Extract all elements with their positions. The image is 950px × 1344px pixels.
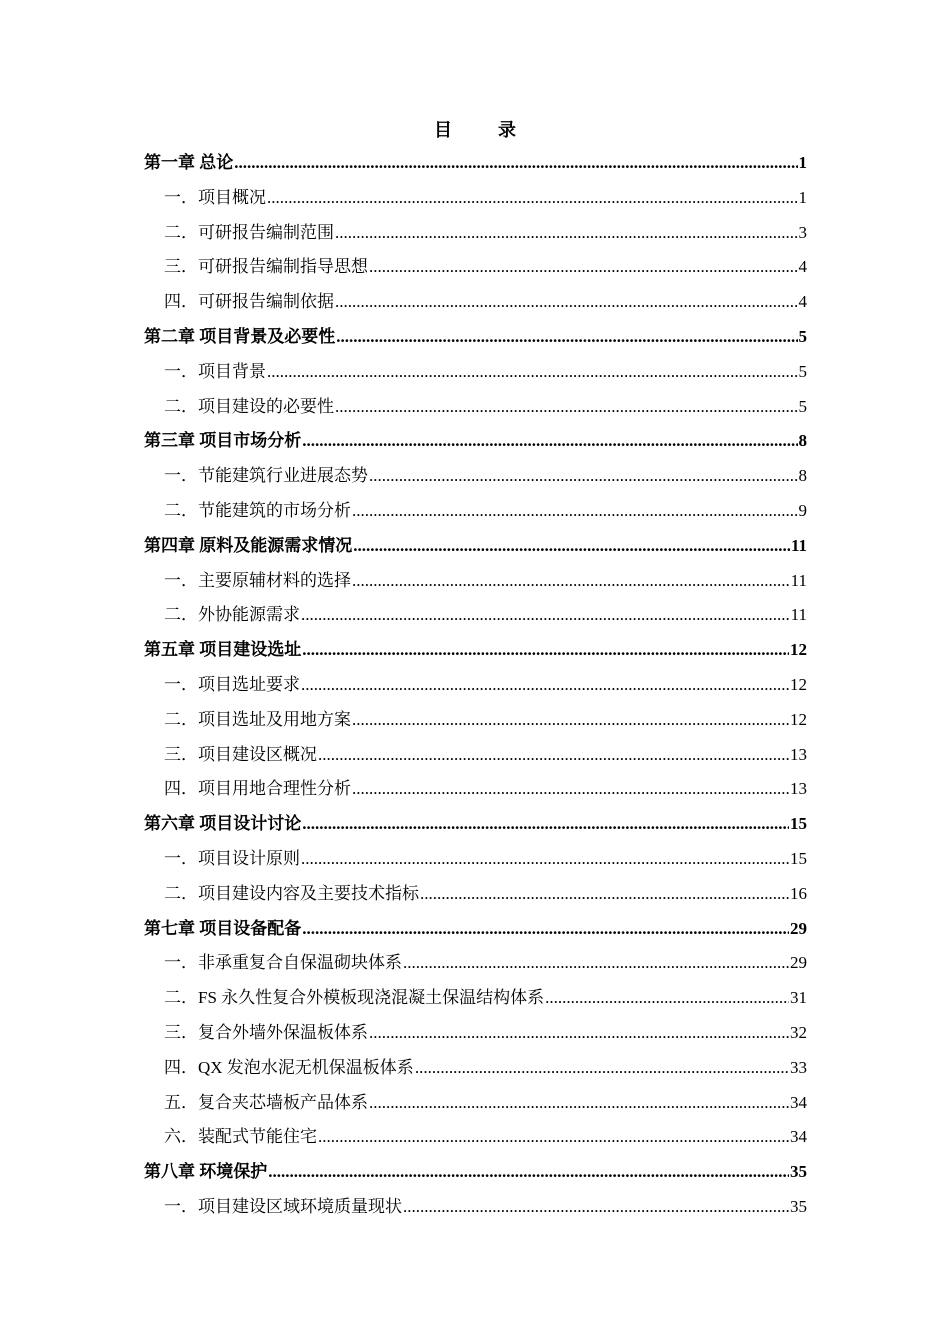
toc-section-entry[interactable] bbox=[144, 1120, 807, 1155]
toc-page-number: 4 bbox=[798, 257, 807, 277]
toc-section-entry[interactable] bbox=[144, 877, 807, 912]
toc-dot-leader bbox=[352, 494, 798, 529]
toc-section-entry[interactable] bbox=[144, 390, 807, 425]
toc-dot-leader bbox=[352, 564, 790, 599]
toc-dot-leader bbox=[268, 1155, 789, 1190]
toc-entry-label: 一．项目背景 bbox=[164, 361, 266, 381]
toc-section-entry[interactable] bbox=[144, 598, 807, 633]
toc-entry-label: 第五章 项目建设选址 bbox=[144, 640, 302, 660]
toc-entry-label: 第一章 总论 bbox=[144, 153, 234, 172]
toc-entry-label: 一．非承重复合自保温砌块体系 bbox=[164, 953, 402, 973]
toc-section-entry[interactable] bbox=[144, 459, 807, 494]
toc-dot-leader bbox=[369, 1016, 789, 1051]
toc-page-number: 9 bbox=[798, 500, 807, 520]
toc-dot-leader bbox=[318, 738, 789, 773]
toc-page-number: 12 bbox=[790, 640, 807, 660]
toc-section-entry[interactable] bbox=[144, 946, 807, 981]
toc-dot-leader bbox=[301, 668, 789, 703]
toc-dot-leader bbox=[302, 912, 789, 947]
toc-page-number: 8 bbox=[798, 466, 807, 486]
toc-entry-label: 第六章 项目设计讨论 bbox=[144, 814, 302, 834]
toc-entry-label: 第七章 项目设备配备 bbox=[144, 918, 302, 938]
toc-chapter-entry[interactable] bbox=[144, 146, 807, 181]
toc-dot-leader bbox=[301, 598, 790, 633]
toc-entry-label: 一．项目选址要求 bbox=[164, 674, 300, 694]
toc-dot-leader bbox=[545, 981, 789, 1016]
toc-entry-label: 二．FS 永久性复合外模板现浇混凝土保温结构体系 bbox=[164, 988, 545, 1008]
toc-dot-leader bbox=[335, 390, 798, 425]
toc-chapter-entry[interactable] bbox=[144, 424, 807, 459]
toc-dot-leader bbox=[335, 216, 798, 251]
toc-dot-leader bbox=[369, 1086, 789, 1121]
toc-page-number: 35 bbox=[790, 1162, 807, 1182]
toc-dot-leader bbox=[403, 1190, 789, 1225]
toc-section-entry[interactable] bbox=[144, 355, 807, 390]
toc-dot-leader bbox=[267, 181, 798, 216]
toc-page-number: 34 bbox=[790, 1092, 807, 1112]
toc-page-number: 11 bbox=[790, 605, 807, 625]
toc-section-entry[interactable] bbox=[144, 494, 807, 529]
toc-dot-leader bbox=[352, 772, 789, 807]
toc-dot-leader bbox=[302, 633, 789, 668]
toc-page-number: 29 bbox=[790, 953, 807, 973]
toc-page-number: 1 bbox=[798, 153, 807, 172]
toc-entry-label: 一．项目概况 bbox=[164, 187, 266, 207]
toc-entry-label: 三．复合外墙外保温板体系 bbox=[164, 1022, 368, 1042]
toc-entry-label: 四．项目用地合理性分析 bbox=[164, 779, 351, 799]
toc-entry-label: 二．节能建筑的市场分析 bbox=[164, 500, 351, 520]
toc-section-entry[interactable] bbox=[144, 216, 807, 251]
toc-entry-label: 一．主要原辅材料的选择 bbox=[164, 570, 351, 590]
toc-dot-leader bbox=[301, 842, 789, 877]
toc-section-entry[interactable] bbox=[144, 668, 807, 703]
toc-section-entry[interactable] bbox=[144, 285, 807, 320]
toc-chapter-entry[interactable] bbox=[144, 633, 807, 668]
toc-page-number: 12 bbox=[790, 709, 807, 729]
toc-page-number: 11 bbox=[790, 535, 807, 555]
toc-entry-label: 第二章 项目背景及必要性 bbox=[144, 326, 336, 346]
toc-entry-label: 二．项目建设的必要性 bbox=[164, 396, 334, 416]
toc-page-number: 16 bbox=[790, 883, 807, 903]
toc-section-entry[interactable] bbox=[144, 738, 807, 773]
toc-entry-label: 一．项目设计原则 bbox=[164, 848, 300, 868]
toc-dot-leader bbox=[369, 250, 798, 285]
toc-page-number: 15 bbox=[790, 814, 807, 834]
toc-section-entry[interactable] bbox=[144, 1190, 807, 1225]
toc-entry-label: 三．可研报告编制指导思想 bbox=[164, 257, 368, 277]
toc-dot-leader bbox=[403, 946, 789, 981]
toc-dot-leader bbox=[335, 285, 798, 320]
toc-entry-label: 一．节能建筑行业进展态势 bbox=[164, 466, 368, 486]
toc-page-number: 8 bbox=[798, 431, 807, 451]
toc-dot-leader bbox=[420, 877, 789, 912]
toc-title-part2: 录 bbox=[498, 120, 516, 140]
toc-entry-label: 一．项目建设区域环境质量现状 bbox=[164, 1196, 402, 1216]
toc-dot-leader bbox=[302, 424, 797, 459]
toc-chapter-entry[interactable] bbox=[144, 912, 807, 947]
toc-page-number: 4 bbox=[798, 292, 807, 312]
toc-dot-leader bbox=[234, 146, 797, 181]
toc-dot-leader bbox=[369, 459, 798, 494]
toc-page-number: 3 bbox=[798, 222, 807, 242]
toc-title-part1: 目 bbox=[434, 120, 452, 140]
toc-section-entry[interactable] bbox=[144, 181, 807, 216]
toc-chapter-entry[interactable] bbox=[144, 320, 807, 355]
toc-section-entry[interactable] bbox=[144, 772, 807, 807]
toc-section-entry[interactable] bbox=[144, 981, 807, 1016]
toc-page-number: 29 bbox=[790, 918, 807, 938]
toc-entry-label: 五．复合夹芯墙板产品体系 bbox=[164, 1092, 368, 1112]
toc-section-entry[interactable] bbox=[144, 564, 807, 599]
toc-page-number: 31 bbox=[790, 988, 807, 1008]
toc-dot-leader bbox=[302, 807, 789, 842]
toc-page-number: 33 bbox=[790, 1057, 807, 1077]
toc-dot-leader bbox=[415, 1051, 789, 1086]
toc-entry-label: 第八章 环境保护 bbox=[144, 1162, 268, 1182]
toc-chapter-entry[interactable] bbox=[144, 529, 807, 564]
toc-page-number: 12 bbox=[790, 674, 807, 694]
toc-entry-label: 二．可研报告编制范围 bbox=[164, 222, 334, 242]
toc-dot-leader bbox=[336, 320, 797, 355]
toc-page-number: 13 bbox=[790, 744, 807, 764]
toc-page-number: 1 bbox=[798, 187, 807, 207]
toc-section-entry[interactable] bbox=[144, 842, 807, 877]
toc-entry-label: 四．可研报告编制依据 bbox=[164, 292, 334, 312]
toc-page-number: 34 bbox=[790, 1127, 807, 1147]
toc-page-number: 35 bbox=[790, 1196, 807, 1216]
toc-dot-leader bbox=[352, 703, 789, 738]
toc-dot-leader bbox=[353, 529, 790, 564]
toc-section-entry[interactable] bbox=[144, 250, 807, 285]
toc-title bbox=[0, 116, 950, 142]
toc-page-number: 13 bbox=[790, 779, 807, 799]
toc-section-entry[interactable] bbox=[144, 1051, 807, 1086]
toc-entry-label: 六．装配式节能住宅 bbox=[164, 1127, 317, 1147]
toc-entry-label: 三．项目建设区概况 bbox=[164, 744, 317, 764]
toc-entry-label: 二．项目选址及用地方案 bbox=[164, 709, 351, 729]
toc-dot-leader bbox=[267, 355, 798, 390]
toc-page-number: 11 bbox=[790, 570, 807, 590]
toc-page-number: 5 bbox=[798, 361, 807, 381]
toc-section-entry[interactable] bbox=[144, 1016, 807, 1051]
toc-page-number: 15 bbox=[790, 848, 807, 868]
toc-entry-label: 第四章 原料及能源需求情况 bbox=[144, 535, 353, 555]
toc-entry-label: 二．项目建设内容及主要技术指标 bbox=[164, 883, 419, 903]
toc-page-number: 32 bbox=[790, 1022, 807, 1042]
toc-section-entry[interactable] bbox=[144, 1086, 807, 1121]
toc-list bbox=[144, 146, 807, 1225]
toc-dot-leader bbox=[318, 1120, 789, 1155]
toc-page-number: 5 bbox=[798, 326, 807, 346]
toc-page-number: 5 bbox=[798, 396, 807, 416]
toc-chapter-entry[interactable] bbox=[144, 807, 807, 842]
toc-entry-label: 四．QX 发泡水泥无机保温板体系 bbox=[164, 1057, 414, 1077]
toc-chapter-entry[interactable] bbox=[144, 1155, 807, 1190]
toc-section-entry[interactable] bbox=[144, 703, 807, 738]
toc-entry-label: 二．外协能源需求 bbox=[164, 605, 300, 625]
toc-entry-label: 第三章 项目市场分析 bbox=[144, 431, 302, 451]
